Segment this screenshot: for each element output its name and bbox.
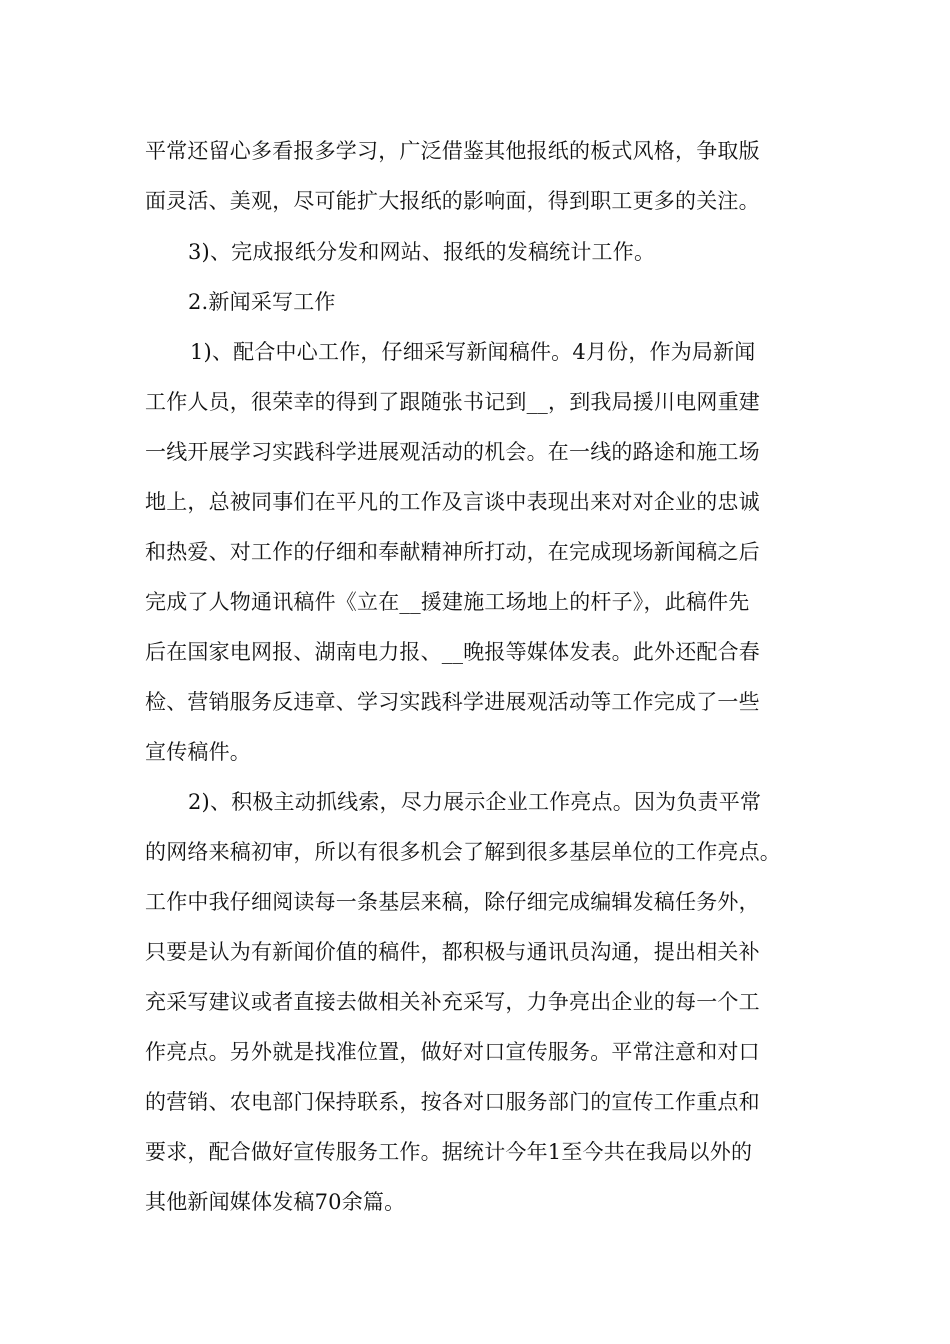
paragraph-line: 1)、配合中心工作，仔细采写新闻稿件。4月份，作为局新闻: [190, 340, 756, 364]
paragraph-line: 宣传稿件。: [145, 740, 251, 764]
paragraph-line: 检、营销服务反违章、学习实践科学进展观活动等工作完成了一些: [145, 690, 760, 714]
paragraph-line: 2)、积极主动抓线索，尽力展示企业工作亮点。因为负责平常: [188, 790, 762, 814]
paragraph-line: 的营销、农电部门保持联系，按各对口服务部门的宣传工作重点和: [145, 1090, 760, 1114]
paragraph-line: 工作人员，很荣幸的得到了跟随张书记到__，到我局援川电网重建: [145, 390, 760, 414]
paragraph-line: 作亮点。另外就是找准位置，做好对口宣传服务。平常注意和对口: [145, 1040, 760, 1064]
paragraph-line: 要求，配合做好宣传服务工作。据统计今年1至今共在我局以外的: [145, 1140, 753, 1164]
paragraph-line: 只要是认为有新闻价值的稿件，都积极与通讯员沟通，提出相关补: [145, 940, 760, 964]
paragraph-line: 和热爱、对工作的仔细和奉献精神所打动，在完成现场新闻稿之后: [145, 540, 760, 564]
paragraph-line: 工作中我仔细阅读每一条基层来稿，除仔细完成编辑发稿任务外，: [145, 890, 760, 914]
paragraph-line: 其他新闻媒体发稿70余篇。: [145, 1190, 406, 1214]
paragraph-line: 平常还留心多看报多学习，广泛借鉴其他报纸的板式风格，争取版: [145, 139, 760, 163]
paragraph-line: 的网络来稿初审，所以有很多机会了解到很多基层单位的工作亮点。: [145, 840, 781, 864]
section-heading: 2.新闻采写工作: [188, 290, 336, 314]
paragraph-line: 一线开展学习实践科学进展观活动的机会。在一线的路途和施工场: [145, 440, 760, 464]
paragraph-line: 完成了人物通讯稿件《立在__援建施工场地上的杆子》，此稿件先: [145, 590, 750, 614]
paragraph-line: 充采写建议或者直接去做相关补充采写，力争亮出企业的每一个工: [145, 990, 760, 1014]
paragraph-line: 面灵活、美观，尽可能扩大报纸的影响面，得到职工更多的关注。: [145, 189, 760, 213]
paragraph-line: 地上，总被同事们在平凡的工作及言谈中表现出来对对企业的忠诚: [145, 490, 760, 514]
paragraph-line: 后在国家电网报、湖南电力报、__晚报等媒体发表。此外还配合春: [145, 640, 760, 664]
list-item-heading: 3)、完成报纸分发和网站、报纸的发稿统计工作。: [188, 240, 656, 264]
